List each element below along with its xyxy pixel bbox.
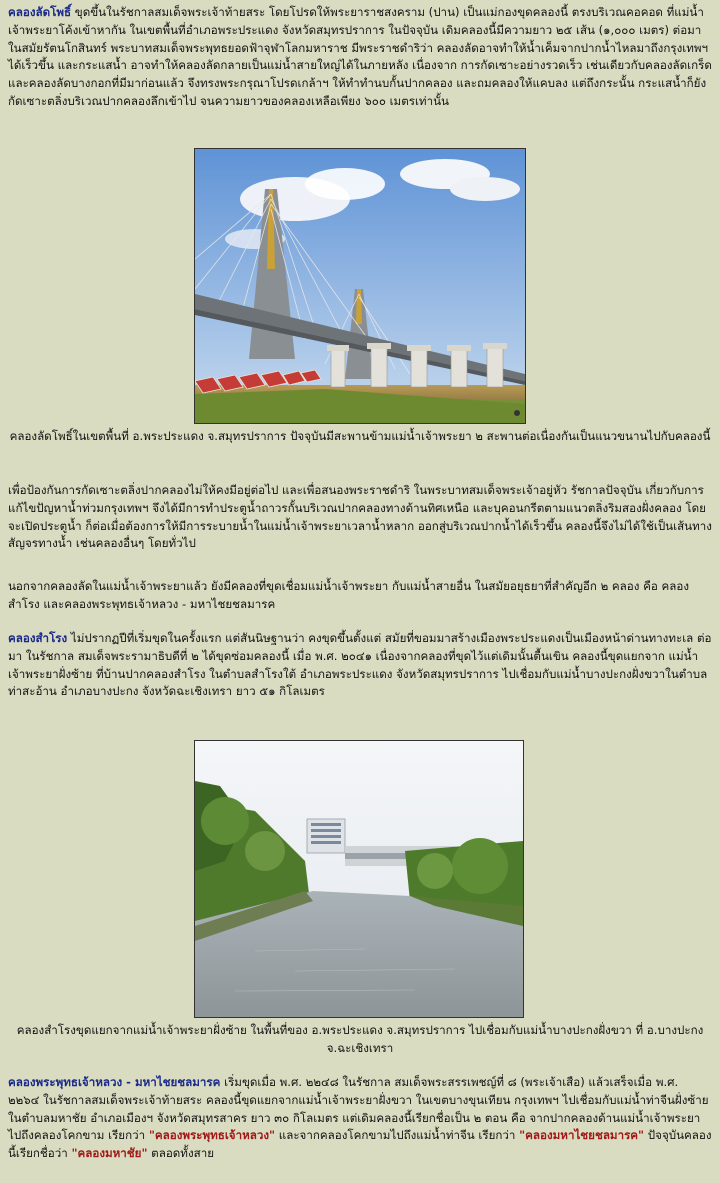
caption-canal-photo: คลองสำโรงขุดแยกจากแม่น้ำเจ้าพระยาฝั่งซ้าย ในพื้นที่ของ อ.พระประแดง จ.สมุทรปราการ ไปเชื่อมกับแม่น้ำบางปะกงฝั่งขวา ที่ อ.บางปะกง จ.ฉะเชิงเทรา (16, 1023, 704, 1055)
paragraph-text: ขุดขึ้นในรัชกาลสมเด็จพระเจ้าท้ายสระ โดยโปรดให้พระยาราชสงคราม (ปาน) เป็นแม่กองขุดคลองนี้ ตรงบริเวณคอคอด ที่แม่น้ำเจ้าพระยาโค้งเข้าหากัน ในเขตพื้นที่อำเภอพระประแดง จังหวัดสมุทรปราการ ในปัจจุบัน เดิมคลองนี้มีความยาว ๒๕ เส้น (๑,๐๐๐ เมตร) ต่อมา ในสมัยรัตนโกสินทร์ พระบาทสมเด็จพระพุทธยอดฟ้าจุฬาโลกมหาราช มีพระราชดำริว่า คลองลัดอาจทำให้น้ำเค็มจากปากน้ำไหลมาถึงกรุงเทพฯ ได้เร็วขึ้น และกระแสน้ำ อาจทำให้คลองลัดกลายเป็นแม่น้ำสายใหญ่ได้ในภายหลัง เนื่องจาก การกัดเซาะอย่างรวดเร็ว เช่นเดียวกับคลองลัดเกร็ด และคลองลัดบางกอกที่มีมาก่อนแล้ว จึงทรงพระกรุณาโปรดเกล้าฯ ให้ทำทำนบกั้นปากคลอง และถมคลองให้แคบลง แต่ถึงกระนั้น กระแสน้ำก็ยังกัดเซาะตลิ่งบริเวณปากคลองลึกเข้าไป จนความยาวของคลองเหลือเพียง ๖๐๐ เมตรเท่านั้น (8, 5, 712, 108)
paragraph-text-a: เริ่มขุดเมื่อ พ.ศ. ๒๒๔๘ ในรัชกาล สมเด็จพระสรรเพชญ์ที่ ๘ (พระเจ้าเสือ) แล้วเสร็จเมื่อ พ.ศ. ๒๒๖๔ ในรัชกาลสมเด็จพระเจ้าท้ายสระ คลองนี้ขุดแยกจากแม่น้ำเจ้าพระยาฝั่งขวา ในเขตบางขุนเทียน กรุงเทพฯ ไปเชื่อมกับแม่น้ำท่าจีนฝั่งซ้าย ในตำบลมหาชัย อำเภอเมืองฯ จังหวัดสมุทรสาคร ยาว ๓๐ กิโลเมตร แต่เดิมคลองนี้เรียกชื่อเป็น ๒ ตอน คือ จากปากคลองด้านแม่น้ำเจ้าพระยาไปถึงคลองโคกขาม เรียกว่า (8, 1075, 709, 1143)
term-khlong-samrong: คลองสำโรง (8, 631, 68, 645)
paragraph-khlong-samrong (8, 630, 712, 701)
paragraph-other-canals: นอกจากคลองลัดในแม่น้ำเจ้าพระยาแล้ว ยังมีคลองที่ขุดเชื่อมแม่น้ำเจ้าพระยา กับแม่น้ำสายอื่น ในสมัยอยุธยาที่สำคัญอีก ๒ คลอง คือ คลองสำโรง และคลองพระพุทธเจ้าหลวง - มหาไชยชลมารค (8, 579, 689, 611)
paragraph-khlong-mahachai (8, 1074, 712, 1163)
paragraph-khlong-lat-pho (8, 4, 712, 111)
paragraph-text-b: และจากคลองโคกขามไปถึงแม่น้ำท่าจีน เรียกว่า (275, 1128, 520, 1143)
quote-khlong-mahachai: "คลองมหาชัย" (71, 1146, 148, 1161)
bridge-photo-illustration (195, 149, 525, 423)
photo-samrong-canal (194, 740, 524, 1018)
photo-bridge-and-lock (194, 148, 526, 424)
paragraph-text-d: ตลอดทั้งสาย (147, 1146, 214, 1161)
term-khlong-lat-pho: คลองลัดโพธิ์ (8, 5, 72, 19)
term-khlong-phraphutthachao-luang: คลองพระพุทธเจ้าหลวง - มหาไชยชลมารค (8, 1075, 221, 1089)
caption-bridge-photo: คลองลัดโพธิ์ในเขตพื้นที่ อ.พระประแดง จ.สมุทรปราการ ปัจจุบันมีสะพานข้ามแม่น้ำเจ้าพระยา ๒ สะพานต่อเนื่องกันเป็นแนวขนานไปกับคลองนี้ (9, 429, 711, 443)
canal-photo-illustration (195, 741, 523, 1017)
paragraph-text: ไม่ปรากฏปีที่เริ่มขุดในครั้งแรก แต่สันนิษฐานว่า คงขุดขึ้นตั้งแต่ สมัยที่ขอมมาสร้างเมืองพระประแดงเป็นเมืองหน้าด่านทางทะเล ต่อมา ในรัชกาล สมเด็จพระรามาธิบดีที่ ๒ ได้ขุดซ่อมคลองนี้ เมื่อ พ.ศ. ๒๐๔๑ เนื่องจากคลองที่ขุดไว้แต่เดิมนั้นตื้นเขิน คลองนี้ขุดแยกจาก แม่น้ำเจ้าพระยาฝั่งซ้าย ที่บ้านปากคลองสำโรง ในตำบลสำโรงใต้ อำเภอพระประแดง จังหวัดสมุทรปราการ ไปเชื่อมกับแม่น้ำบางปะกงฝั่งขวาในตำบลท่าสะอ้าน อำเภอบางปะกง จังหวัดฉะเชิงเทรา ยาว ๕๑ กิโลเมตร (8, 631, 712, 699)
quote-khlong-mahachai-chonlamak: "คลองมหาไชยชลมารค" (519, 1128, 645, 1143)
paragraph-text-c: ปัจจุบันคลองนี้เรียกชื่อว่า (8, 1128, 712, 1161)
quote-khlong-phraphutthachao-luang: "คลองพระพุทธเจ้าหลวง" (148, 1128, 276, 1143)
paragraph-flood-gate: เพื่อป้องกันการกัดเซาะตลิ่งปากคลองไม่ให้คงมีอยู่ต่อไป และเพื่อสนองพระราชดำริ ในพระบาทสมเด็จพระเจ้าอยู่หัว รัชกาลปัจจุบัน เกี่ยวกับการแก้ไขปัญหาน้ำท่วมกรุงเทพฯ จึงได้มีการทำประตูน้ำถาวรกั้นบริเวณปากคลองทางด้านทิศเหนือ และบุคอนกรีตตามแนวตลิ่งริมสองฝั่งคลอง โดยจะเปิดประตูน้ำ ก็ต่อเมื่อต้องการให้มีการระบายน้ำในแม่น้ำเจ้าพระยาเวลาน้ำหลาก ออกสู่บริเวณปากน้ำได้เร็วขึ้น คลองนี้จึงไม่ได้ใช้เป็นเส้นทางสัญจรทางน้ำ เช่นคลองอื่นๆ โดยทั่วไป (8, 483, 712, 551)
